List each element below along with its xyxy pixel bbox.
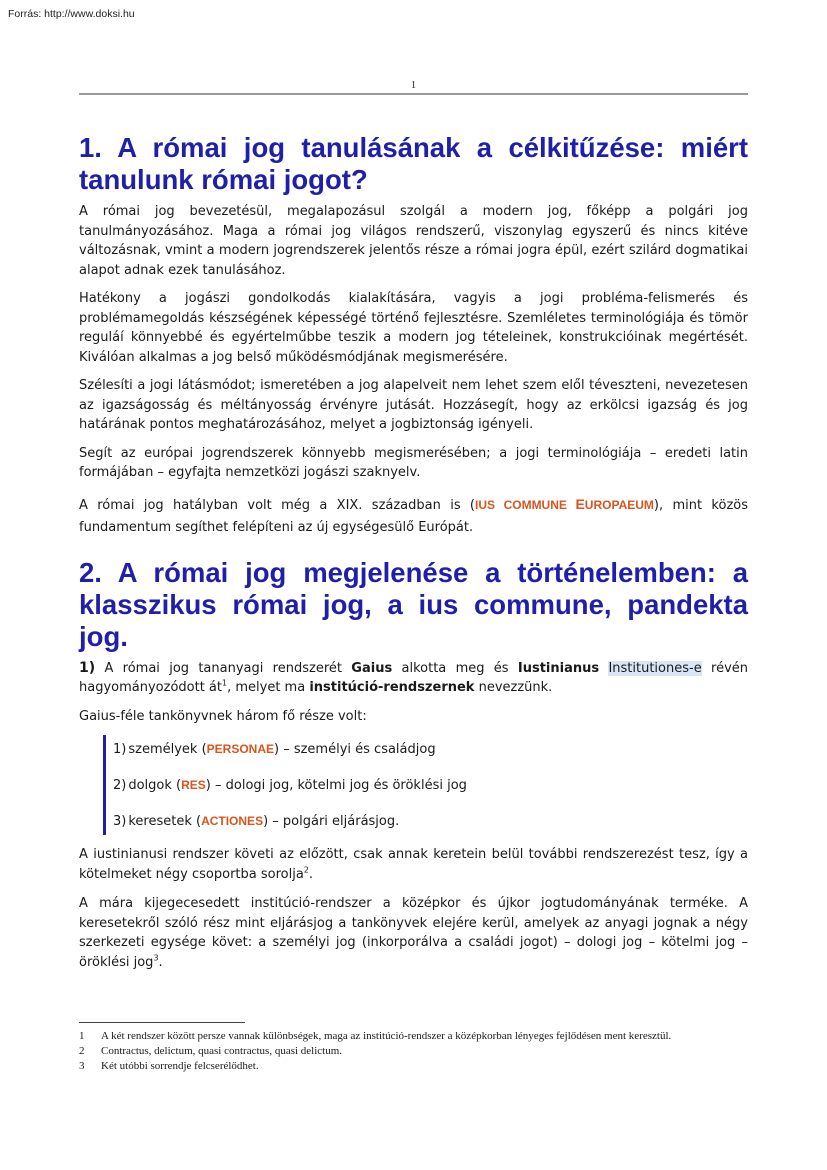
footnote-rule: [79, 1022, 245, 1023]
latin-term: IUS COMMUNE: [475, 497, 576, 512]
section-1-heading: 1. A római jog tanulásának a célkitűzése: miért tanulunk római jogot?: [79, 132, 748, 195]
text: .: [158, 954, 163, 970]
page-number: 1: [411, 80, 416, 91]
header-rule: [79, 93, 748, 95]
item-number: 1): [79, 659, 96, 676]
text: A iustinianusi rendszer követi az előzött, csak annak keretein belül további rendszerezést tesz, így a kötelmeket négy csoportba sorolja: [79, 847, 748, 882]
section-1-paragraph-4: Segít az európai jogrendszerek könnyebb megismerésében; a jogi terminológiája – eredeti latin formájában – egyfajta nemzetközi jogászi szaknyelv.: [79, 445, 748, 480]
footnotes: [79, 1029, 748, 1074]
highlighted-term: Institutiones-e: [608, 660, 702, 676]
footnote: [79, 1044, 748, 1059]
list-number: 1): [113, 742, 127, 757]
source-label: Forrás: http://www.doksi.hu: [8, 8, 135, 20]
text: A római jog tananyagi rendszerét: [95, 660, 352, 676]
text: dolgok (: [128, 778, 182, 793]
footnote-text: A két rendszer között persze vannak különbségek, maga az institúció-rendszer a középkorban lényeges fejlődésen ment keresztül.: [101, 1030, 672, 1042]
section-2-paragraph-1: [79, 659, 748, 698]
text: ), mint közös fundamentum segíthet felépíteni az új egységesülő Európát.: [79, 497, 749, 535]
text: ) – személyi és családjog: [274, 742, 436, 757]
text: keresetek (: [128, 814, 202, 829]
section-2-paragraph-4: [79, 894, 748, 972]
footnote-text: Két utóbbi sorrendje felcserélődhet.: [101, 1060, 259, 1072]
text: .: [308, 866, 314, 882]
footnote-text: Contractus, delictum, quasi contractus, quasi delictum.: [101, 1045, 343, 1057]
footnote: [79, 1029, 748, 1044]
text: révén hagyományozódott át: [79, 660, 748, 695]
text: A római jog hatályban volt még a XIX. században is (: [79, 497, 476, 513]
bold-term: institúció-rendszernek: [309, 680, 475, 695]
list-number: 3): [113, 814, 127, 829]
footnote-number: 2: [79, 1045, 85, 1057]
latin-term: PERSONAE: [206, 742, 274, 756]
text: , melyet ma: [227, 680, 310, 695]
section-1-paragraph-1: A római jog bevezetésül, megalapozásul szolgál a modern jog, főképp a polgári jog tanulmányozásához. Maga a római jog világos rendszerű, viszonylag egyszerű és nincs kitéve változásnak, vmint a modern jogrendszerek jelentős része a római jogra épül, ezért szilárd dogmatikai alapot adnak ezek tanulásához.: [79, 204, 748, 278]
text: ) – dologi jog, kötelmi jog és öröklési jog: [205, 778, 467, 793]
section-2-paragraph-2: Gaius-féle tankönyvnek három fő része volt:: [79, 708, 367, 724]
section-1-paragraph-3: Szélesíti a jogi látásmódot; ismeretében a jog alapelveit nem lehet szem elől téveszteni, nevezetesen az igazságosság és méltányosság érvényre jutását. Hozzásegít, hogy az erkölcsi igazság és jog határának pontos meghatározásához, melyet a jogbiztonság igényeli.: [79, 378, 748, 432]
footnote-number: 1: [79, 1030, 85, 1042]
footnote-ref-1[interactable]: 1: [222, 678, 228, 688]
author-gaius: Gaius: [351, 660, 393, 676]
list-number: 2): [113, 778, 127, 793]
latin-term-initial: E: [575, 495, 585, 512]
gaius-parts-list: [103, 735, 748, 835]
text: nevezzünk.: [474, 680, 553, 695]
section-1-paragraph-5: [79, 493, 748, 539]
document-body: [79, 132, 748, 972]
footnote-number: 3: [79, 1060, 85, 1072]
list-item: [113, 735, 748, 771]
latin-term: RES: [181, 778, 206, 792]
text: személyek (: [128, 742, 207, 757]
text: ) – polgári eljárásjog.: [263, 814, 400, 829]
section-1-paragraph-2: Hatékony a jogászi gondolkodás kialakítására, vagyis a jogi probléma-felismerés és problémamegoldás készségének képességé történő fejlesztésre. Szemléletes terminológiája és tömör reguláí könnyebbé és egyértelműbbe teszik a modern jog tételeinek, konstrukcióinak megértését. Kiválóan alkalmas a jog belső működésmódjának megismerésére.: [79, 291, 748, 365]
footnote-ref-2[interactable]: 2: [303, 865, 309, 875]
latin-term: ACTIONES: [201, 814, 264, 828]
list-item: [113, 807, 748, 835]
author-iustinianus: Iustinianus: [517, 660, 600, 676]
footnote-ref-3[interactable]: 3: [153, 953, 159, 963]
section-2-heading: 2. A római jog megjelenése a történelemben: a klasszikus római jog, a ius commune, pandekta jog.: [79, 556, 748, 652]
text: alkotta meg és: [392, 660, 518, 676]
footnote: [79, 1059, 748, 1074]
text: A mára kijegecesedett institúció-rendszer a középkor és újkor jogtudományának terméke. A keresetekről szóló rész mint eljárásjog a tankönyvek elejére kerül, amelyek az anyagi jognak a négy szerkezeti egysége követ: a személyi jog (inkorporálva a családi jogot) – dologi jog – kötelmi jog – öröklési jog: [79, 896, 748, 970]
list-item: [113, 771, 748, 807]
latin-term: UROPAEUM: [584, 497, 654, 512]
section-2-paragraph-3: [79, 845, 748, 884]
